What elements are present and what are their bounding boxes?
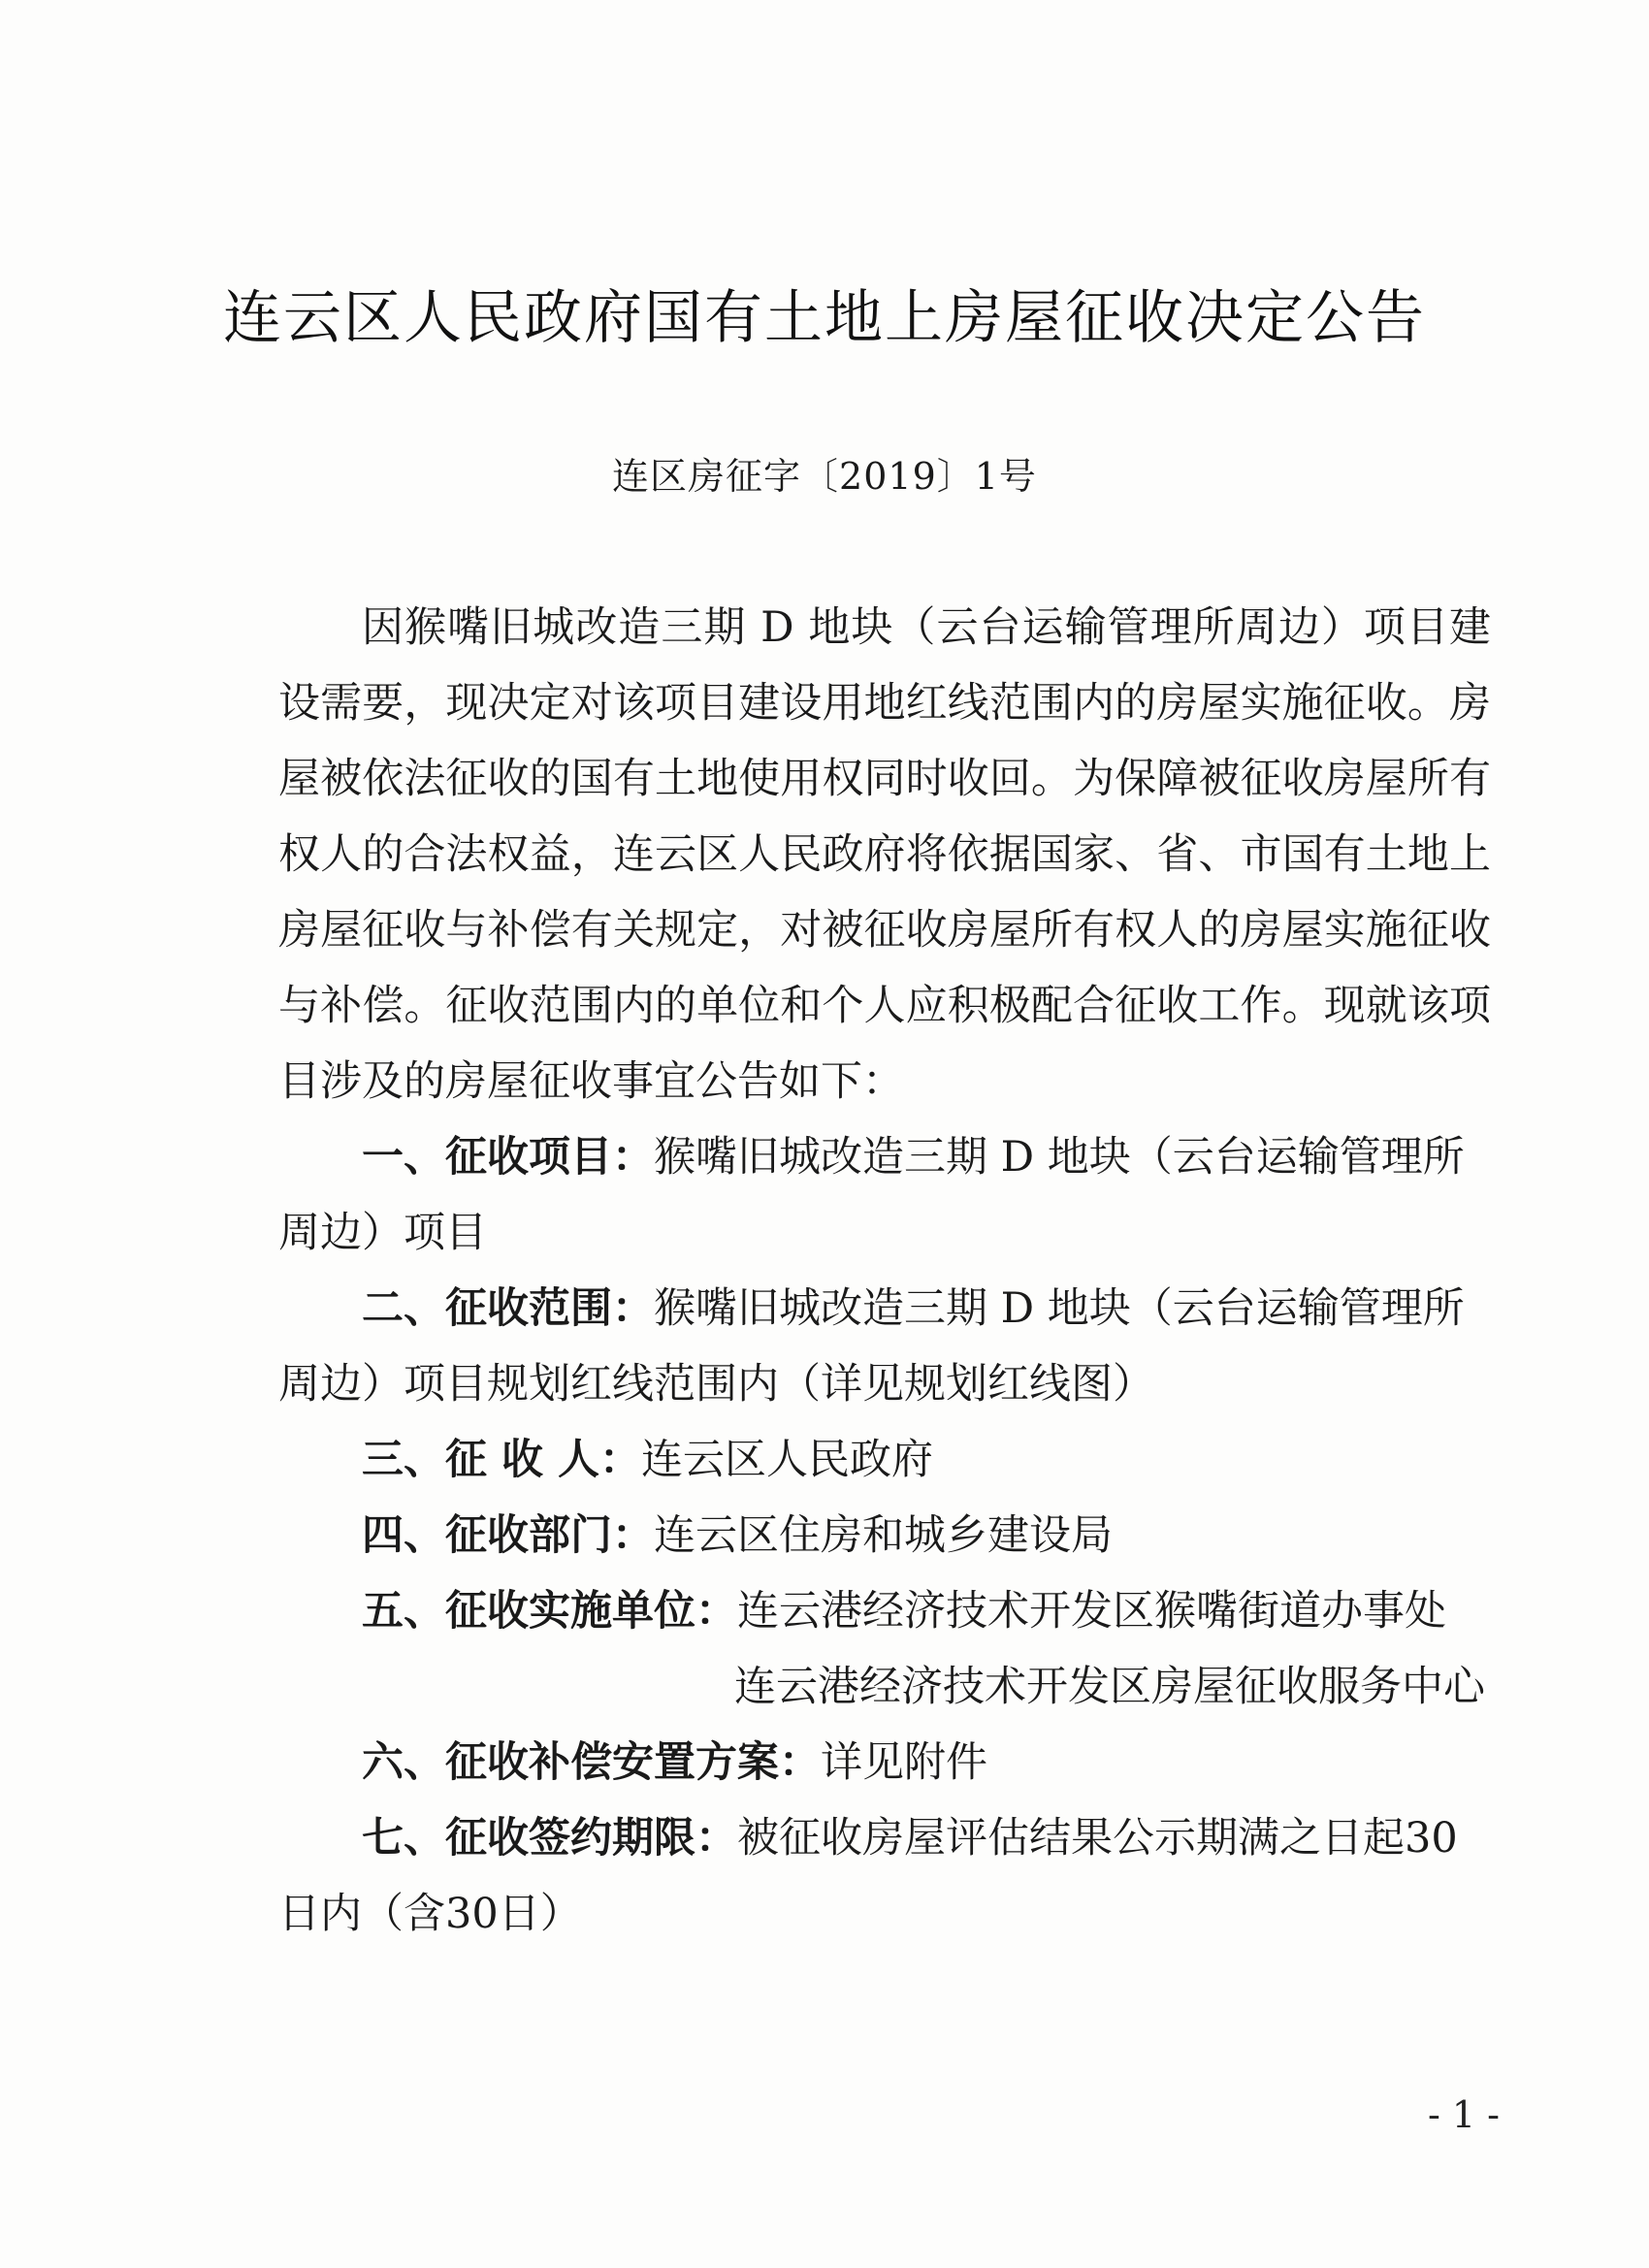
item-value: 猴嘴旧城改造三期 D 地块（云台运输管理所周边）项目规划红线范围内（详见规划红线图） (278, 1284, 1465, 1409)
item-value: 连云港经济技术开发区猴嘴街道办事处 (737, 1587, 1446, 1636)
item-implementing-unit (278, 1573, 1491, 1649)
document-number: 连区房征字〔2019〕1号 (612, 455, 1037, 498)
page-number: - 1 - (1428, 2093, 1501, 2136)
item-compensation-plan (278, 1725, 1491, 1800)
item-value: 连云区人民政府 (640, 1436, 933, 1484)
item-label: 二、征收范围： (362, 1284, 654, 1333)
item-label: 一、征收项目： (362, 1133, 654, 1182)
item-signing-deadline (278, 1800, 1491, 1952)
item-value: 被征收房屋评估结果公示期满之日起30日内（含30日） (278, 1814, 1458, 1938)
item-expropriator (278, 1422, 1491, 1498)
item-department (278, 1498, 1491, 1573)
item-project (278, 1119, 1491, 1271)
item-label: 七、征收签约期限： (362, 1814, 737, 1863)
item-label: 四、征收部门： (362, 1511, 654, 1560)
item-value: 猴嘴旧城改造三期 D 地块（云台运输管理所周边）项目 (278, 1133, 1465, 1257)
document-body (278, 590, 1491, 1952)
item-scope (278, 1271, 1491, 1422)
item-label: 五、征收实施单位： (362, 1587, 737, 1636)
item-label: 三、征 收 人： (362, 1436, 641, 1484)
document-title: 连云区人民政府国有土地上房屋征收决定公告 (223, 284, 1426, 352)
intro-paragraph: 因猴嘴旧城改造三期 D 地块（云台运输管理所周边）项目建设需要，现决定对该项目建设用地红线范围内的房屋实施征收。房屋被依法征收的国有土地使用权同时收回。为保障被征收房屋所有权人的合法权益，连云区人民政府将依据国家、省、市国有土地上房屋征收与补偿有关规定，对被征收房屋所有权人的房屋实施征收与补偿。征收范围内的单位和个人应积极配合征收工作。现就该项目涉及的房屋征收事宜公告如下： (278, 603, 1491, 1106)
item-value: 连云区住房和城乡建设局 (654, 1511, 1113, 1560)
item-implementing-unit-second-line: 连云港经济技术开发区房屋征收服务中心 (734, 1663, 1485, 1711)
item-label: 六、征收补偿安置方案： (362, 1738, 821, 1787)
item-value: 详见附件 (821, 1738, 987, 1787)
